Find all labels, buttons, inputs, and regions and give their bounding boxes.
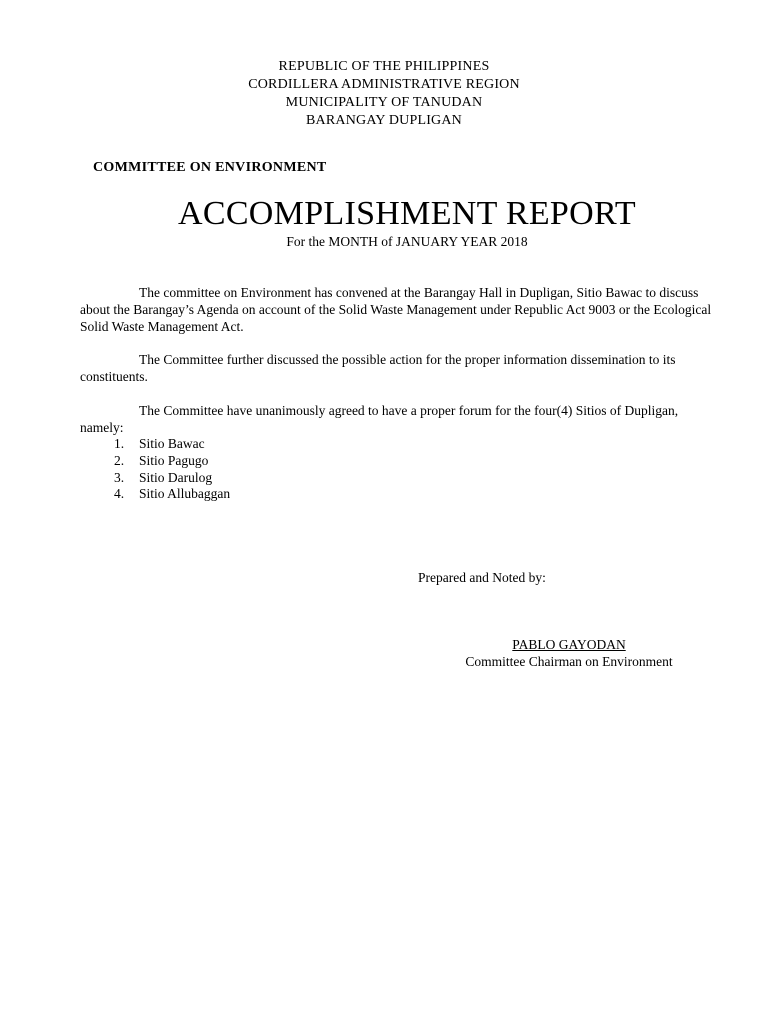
list-item [114,470,230,487]
report-title: ACCOMPLISHMENT REPORT [178,195,636,232]
letterhead-country: REPUBLIC OF THE PHILIPPINES [278,59,490,74]
list-item-number: 2. [114,452,125,468]
sitio-list [114,436,230,503]
signatory-name: PABLO GAYODAN [512,637,626,652]
paragraph-text: The committee on Environment has convened at the Barangay Hall in Dupligan, Sitio Bawac to discuss about the Barangay’s Agenda on account of the Solid Waste Management under Republic Act 9003 or the Ecological Solid Waste Management Act. [80,285,712,334]
list-item-number: 1. [114,436,125,451]
signatory-position: Committee Chairman on Environment [465,654,673,669]
paragraph-text: The Committee have unanimously agreed to have a proper forum for the four(4) Sitios of Dupligan, namely: [80,403,679,435]
list-item [114,436,230,453]
letterhead-barangay: BARANGAY DUPLIGAN [306,113,462,128]
paragraph-convened [80,285,722,335]
list-item-label: Sitio Darulog [139,469,213,485]
paragraph-text: The Committee further discussed the possible action for the proper information dissemination to its constituents. [80,352,676,384]
letterhead-municipality: MUNICIPALITY OF TANUDAN [285,95,483,110]
prepared-label: Prepared and Noted by: [418,570,546,585]
letterhead [0,58,768,130]
list-item-label: Sitio Allubaggan [139,486,231,502]
list-item-label: Sitio Bawac [139,436,205,451]
paragraph-dissemination [80,352,722,386]
list-item-number: 3. [114,469,125,485]
list-item-label: Sitio Pagugo [139,452,209,468]
list-item [114,486,230,503]
report-period: For the MONTH of JANUARY YEAR 2018 [286,234,528,249]
list-item-number: 4. [114,486,125,502]
committee-heading: COMMITTEE ON ENVIRONMENT [93,160,327,175]
list-item [114,453,230,470]
letterhead-region: CORDILLERA ADMINISTRATIVE REGION [248,77,520,92]
signatory-name-line [0,637,768,653]
paragraph-forum [80,403,722,437]
